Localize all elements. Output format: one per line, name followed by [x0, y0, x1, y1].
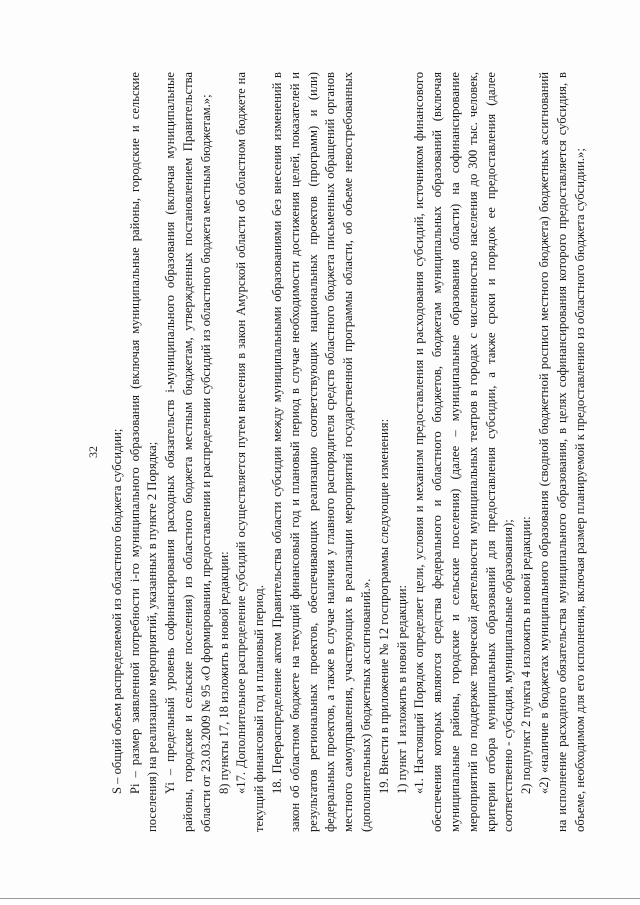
paragraph-item-19: 19. Внести в приложение № 12 госпрограммы следующие изменения: — [376, 418, 391, 794]
rotated-text-block — [85, 72, 587, 832]
paragraph-subpoint-2: «2) «наличие в бюджетах муниципального образования (сводной бюджетной росписи местного бюджета) бюджетных ассигнований на исполнение расходного обязательства муниципального образования, в целях софинансирования которого предоставляется субсидия, в объеме, необходимом для его исполнения, включая размер планируемой к предоставлению из областного бюджета субсидии.»; — [536, 72, 587, 832]
paragraph-subitem-2: 2) подпункт 2 пункта 4 изложить в новой редакции: — [519, 516, 534, 794]
paragraph-order-point-1: «1. Настоящий Порядок определяет цели, условия и механизм предоставления и расходования субсидий, источником финансового обеспечения которых являются средства федерального и областного бюджетов, бюджетам муниципальных образований (включая муниципальные районы, городские и сельские поселения) (далее – муниципальные образования области) на софинансирование мероприятий по поддержке творческой деятельности муниципальных театров в городах с численностью населения до 300 тыс. человек, критерии отбора муниципальных образований для предоставления субсидии, а также сроки и порядок ее предоставления (далее соответственно - субсидия, муниципальные образования); — [412, 72, 516, 832]
page-number: 32 — [86, 446, 100, 458]
paragraph-point-18: 18. Перераспределение актом Правительства области субсидии между муниципальными образованиями без внесения изменений в закон об областном бюджете на текущий финансовый год и плановый период в случае необходимости достижения целей, показателей и результатов региональных проектов, обеспечивающих реализацию соответствующих национальных проектов (программ) и (или) федеральных проектов, а также в случае наличия у главного распорядителя средств областного бюджета письменных обращений органов местного самоуправления, участвующих в реализации мероприятий государственной программы области, об объеме невостребованных (дополнительных) бюджетных ассигнований.». — [269, 72, 373, 832]
scan-edge-line — [0, 898, 640, 899]
paragraph-point-17: «17. Дополнительное распределение субсидий осуществляется путем внесения в закон Амурской области об областном бюджете на текущий финансовый год и плановый период. — [234, 72, 267, 832]
paragraph-item-8: 8) пункты 17, 18 изложить в новой редакции: — [216, 551, 231, 794]
paragraph-s-definition: S – общий объем распределяемой из областного бюджета субсидии; — [109, 428, 124, 794]
paragraph-yi-definition: Yi – предельный уровень софинансирования расходных обязательств i-муниципального образования (включая муниципальные районы, городские и сельские поселения) из областного бюджета местным бюджетам, утвержденных постановлением Правительства области от 23.03.2009 № 95 «О формировании, предоставлении и распределении субсидий из областного бюджета местным бюджетам.»; — [163, 72, 213, 832]
paragraph-pi-definition: Pi – размер заявленной потребности i-го муниципального образования (включая муниципальные районы, городские и сельские поселения) на реализацию мероприятий, указанных в пункте 2 Порядка; — [127, 72, 160, 832]
paragraph-subitem-1: 1) пункт 1 изложить в новой редакции: — [394, 584, 409, 794]
